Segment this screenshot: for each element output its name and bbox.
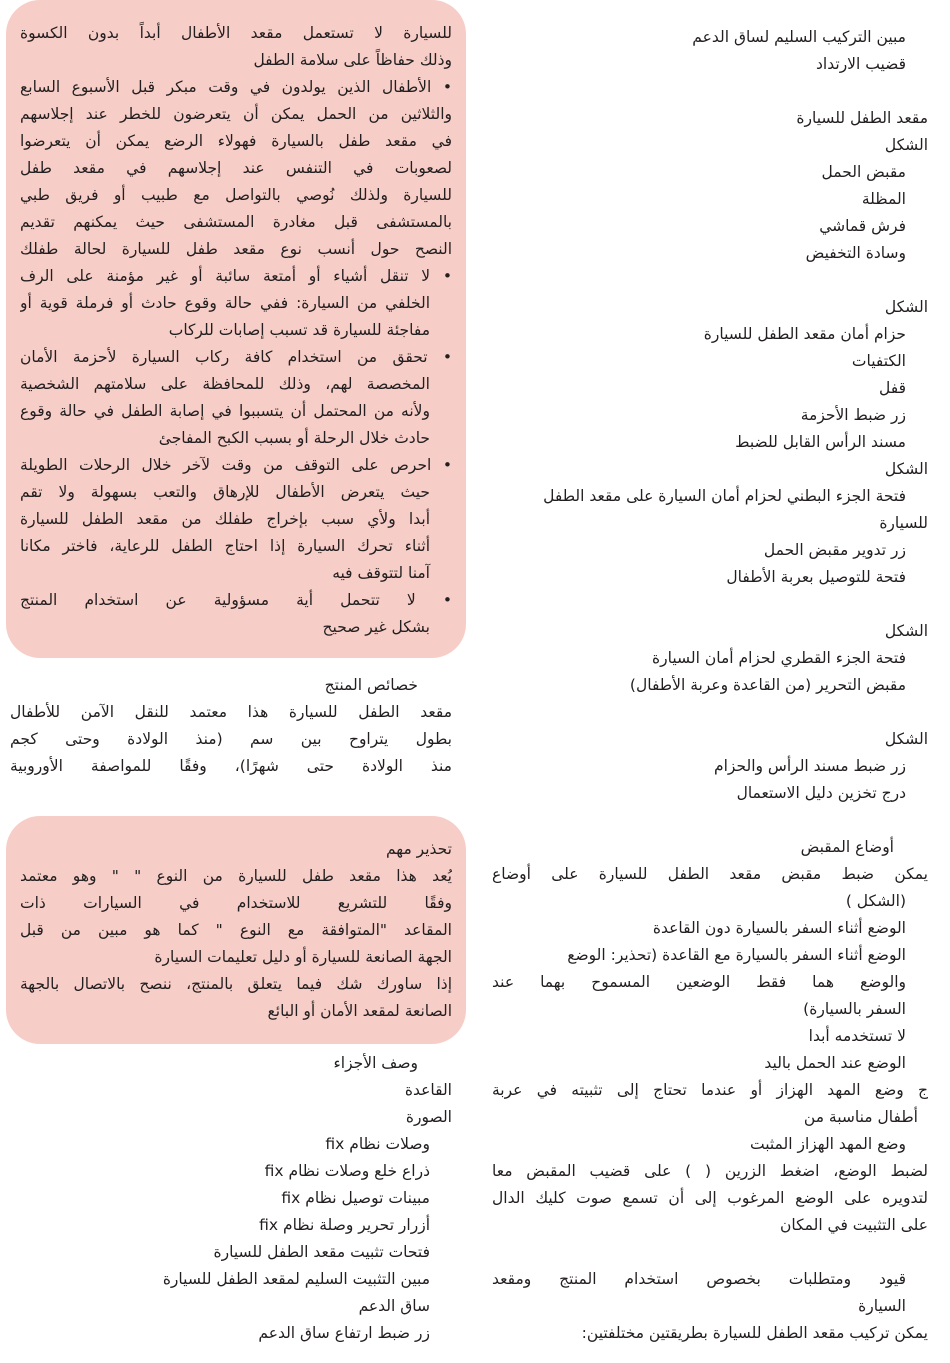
text-line: فرش قماشي xyxy=(819,217,906,235)
text-line: مقبض الحمل xyxy=(821,163,906,181)
text-line: مسند الرأس القابل للضبط xyxy=(735,433,906,451)
parts-list-item: زر ضبط ارتفاع ساق الدعم xyxy=(258,1324,430,1342)
text-line: أوضاع المقبض xyxy=(800,838,894,856)
text-line: وضع المهد الهزاز المثبت xyxy=(749,1135,906,1153)
warning-text-line: أثناء تحرك السيارة إذا احتاج الطفل للرعاية، فاختر مكانا xyxy=(20,537,430,555)
parts-list-item: مبين التثبيت السليم لمقعد الطفل للسيارة xyxy=(162,1270,430,1288)
text-line: حزام أمان مقعد الطفل للسيارة xyxy=(703,325,906,343)
warning-text-line: • الأطفال الذين يولدون في وقت مبكر قبل الأسبوع السابع xyxy=(20,78,452,96)
feature-text-line: مقعد الطفل للسيارة هذا معتمد للنقل الآمن للأطفال xyxy=(10,703,452,721)
warning-text-line: • احرص على التوقف من وقت لآخر خلال الرحلات الطويلة xyxy=(20,456,452,474)
text-line: الشكل xyxy=(884,460,928,478)
text-line: قيود ومتطلبات بخصوص استخدام المنتج ومقعد xyxy=(492,1270,906,1288)
warning-text-line: • لا تتحمل أية مسؤولية عن استخدام المنتج xyxy=(20,591,452,609)
text-line: درج تخزين دليل الاستعمال xyxy=(736,784,906,802)
warning-text-line: بالمستشفى قبل مغادرة المستشفى حيث يمكنهم تقديم xyxy=(20,213,452,231)
text-line: الشكل xyxy=(884,136,928,154)
warning-text-line: في مقعد طفل بالسيارة فهولاء الرضع يمكن أن يتعرضوا xyxy=(20,132,452,150)
warning-text-line: المقاعد "المتوافقة مع النوع " كما هو مبين من قبل xyxy=(20,921,452,939)
text-line: زر ضبط الأحزمة xyxy=(800,406,906,424)
parts-list-item: مبينات توصيل نظام fix xyxy=(281,1189,430,1207)
warning-text-line: للسيارة لا تستعمل مقعد الأطفال أبداً بدون الكسوة xyxy=(20,24,452,42)
text-line: الوضع أثناء السفر بالسيارة دون القاعدة xyxy=(652,919,906,937)
warning-text-line: حادث خلال الرحلة أو بسبب الكبح المفاجئ xyxy=(158,429,430,447)
warning-text-line: للسيارة ولذلك نُوصي بالتواصل مع طبيب أو فريق طبي xyxy=(20,186,452,204)
parts-list-item: فتحات تثبيت مقعد الطفل للسيارة xyxy=(213,1243,430,1261)
text-line: زر تدوير مقبض الحمل xyxy=(763,541,906,559)
warning-text-line: والثلاثين من الحمل يمكن أن يتعرضون للخطر عند إجلاسهم xyxy=(20,105,452,123)
text-line: وسادة التخفيض xyxy=(805,244,906,262)
right-column xyxy=(492,0,928,1363)
warning-text-line: إذا ساورك شك فيما يتعلق بالمنتج، ننصح بالاتصال بالجهة xyxy=(20,975,452,993)
text-line: قضيب الارتداد xyxy=(816,55,906,73)
parts-list-item: ذراع خلع وصلات نظام fix xyxy=(264,1162,430,1180)
warning-text-line: يُعد هذا مقعد طفل للسيارة من النوع " " وهو معتمد xyxy=(20,867,452,885)
text-line: السيارة xyxy=(858,1297,906,1315)
parts-list-item: ساق الدعم xyxy=(358,1297,430,1315)
warning-text-line: • تحقق من استخدام كافة ركاب السيارة لأحزمة الأمان xyxy=(20,348,452,366)
parts-list-item: أزرار تحرير وصلة نظام fix xyxy=(259,1216,430,1234)
warning-text-line: وفقًا للتشريع للاستخدام في السيارات ذات xyxy=(20,894,452,912)
text-line: فتحة الجزء القطري لحزام أمان السيارة xyxy=(652,649,906,667)
parts-description-section xyxy=(6,0,466,1363)
text-line: ج وضع المهد الهزاز أو عندما تحتاج إلى تثبيته في عربة xyxy=(492,1081,928,1099)
text-line: يمكن تركيب مقعد الطفل للسيارة بطريقتين مختلفتين: xyxy=(581,1324,928,1342)
text-line: لا تستخدمه أبدا xyxy=(808,1027,906,1045)
text-line: زر ضبط مسند الرأس والحزام xyxy=(714,757,906,775)
text-line: مبين التركيب السليم لساق الدعم xyxy=(692,28,906,46)
text-line: فتحة الجزء البطني لحزام أمان السيارة على مقعد الطفل xyxy=(543,487,906,505)
feature-text-line: بطول يتراوح بين سم (منذ الولادة وحتى كجم xyxy=(10,730,452,748)
text-line: الوضع أثناء السفر بالسيارة مع القاعدة (تحذير: الوضع xyxy=(567,946,906,964)
text-line: أطفال مناسبة من xyxy=(803,1108,918,1126)
warning-text-line: آمنا لتتوقف فيه xyxy=(332,564,430,582)
warning-text-line: النصح حول أنسب نوع مقعد طفل للسيارة لحالة طفلك xyxy=(20,240,452,258)
warning-text-line: حيث يتعرض الأطفال للإرهاق والتعب بسهولة ولا تقم xyxy=(20,483,430,501)
feature-text-line: منذ الولادة حتى شهرًا)، وفقًا للمواصفة الأوروبية xyxy=(10,757,452,775)
text-line: يمكن ضبط مقبض مقعد الطفل للسيارة على أوضاع xyxy=(492,865,928,883)
text-line: (الشكل ) xyxy=(845,892,906,910)
text-line: لتدويره على الوضع المرغوب إلى أن تسمع صوت كليك الدال xyxy=(492,1189,928,1207)
text-line: الشكل xyxy=(884,298,928,316)
warning-text-line: لصعوبات في التنفس عند إجلاسهم في مقعد طفل xyxy=(20,159,452,177)
text-line: للسيارة xyxy=(879,514,928,532)
warning-text-line: تحذير مهم xyxy=(385,840,452,858)
text-line: الوضع عند الحمل باليد xyxy=(764,1054,906,1072)
text-line: مقعد الطفل للسيارة xyxy=(796,109,928,127)
parts-list-item: القاعدة xyxy=(404,1081,452,1099)
text-line: الشكل xyxy=(884,622,928,640)
warning-text-line: وذلك حفاظاً على سلامة الطفل xyxy=(253,51,452,69)
text-line: والوضع هما فقط الوضعين المسموح بهما عند xyxy=(492,973,906,991)
warning-text-line: الصانعة لمقعد الأمان أو البائع xyxy=(267,1002,452,1020)
text-line: قفل xyxy=(879,379,906,397)
warning-text-line: المخصصة لهم، وذلك للمحافظة على سلامتهم الشخصية xyxy=(20,375,430,393)
warning-text-line: • لا تنقل أشياء أو أمتعة سائبة أو غير مؤمنة على الرف xyxy=(20,267,452,285)
text-line: الكتفيات xyxy=(851,352,906,370)
warning-text-line: أبدا ولأي سبب بإخراج طفلك من مقعد الطفل للسيارة xyxy=(20,510,430,528)
parts-list-item: الصورة xyxy=(405,1108,452,1126)
warning-text-line: بشكل غير صحيح xyxy=(322,618,430,636)
text-line: مقبض التحرير (من القاعدة وعربة الأطفال) xyxy=(629,676,906,694)
warning-text-line: مفاجئة للسيارة قد تسبب إصابات للركاب xyxy=(168,321,430,339)
section-heading: وصف الأجزاء xyxy=(333,1054,418,1072)
warning-text-line: ولأنه من المحتمل أن يتسببوا في إصابة الطفل في حالة وقوع xyxy=(20,402,430,420)
text-line: السفر بالسيارة) xyxy=(803,1000,906,1018)
text-line: على التثبيت في المكان xyxy=(779,1216,928,1234)
warning-text-line: الجهة الصانعة للسيارة أو دليل تعليمات السيارة xyxy=(154,948,452,966)
text-line: الشكل xyxy=(884,730,928,748)
parts-list-item: وصلات نظام fix xyxy=(325,1135,430,1153)
section-heading: خصائص المنتج xyxy=(324,676,418,694)
text-line: فتحة للتوصيل بعربة الأطفال xyxy=(726,568,906,586)
warning-text-line: الخلفي من السيارة: ففي حالة وقوع حادث أو فرملة قوية أو xyxy=(20,294,430,312)
text-line: لضبط الوضع، اضغط الزرين ( ) على قضيب المقبض معا xyxy=(492,1162,928,1180)
text-line: المظلة xyxy=(861,190,906,208)
